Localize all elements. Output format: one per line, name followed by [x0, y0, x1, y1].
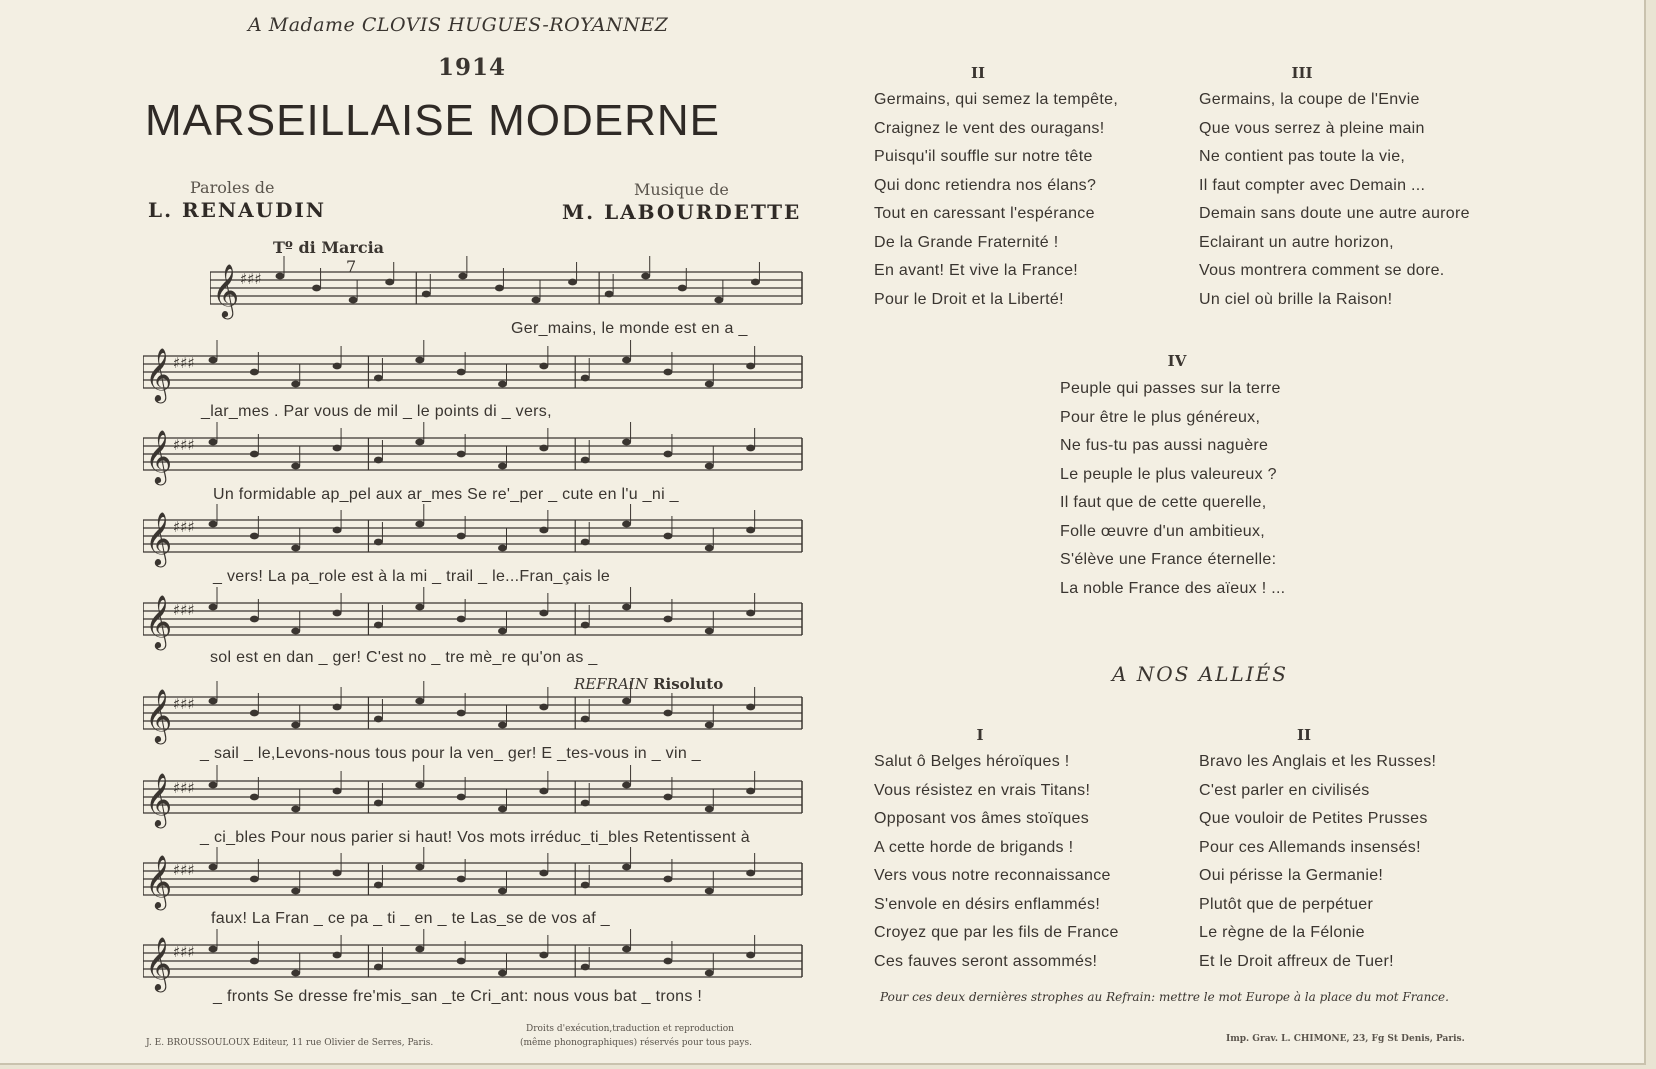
key-signature-icon: ♯♯♯ — [240, 270, 262, 288]
verse-line: Croyez que par les fils de France — [874, 924, 1119, 941]
verse-line: De la Grande Fraternité ! — [874, 233, 1059, 251]
music-staff — [143, 845, 812, 915]
music-staff — [143, 927, 812, 997]
music-staff — [143, 763, 812, 833]
note-head — [333, 445, 342, 452]
key-signature-icon: ♯♯♯ — [173, 695, 195, 713]
note-head — [457, 958, 466, 965]
note-head — [415, 864, 424, 871]
verse-line: Vous résistez en vrais Titans! — [874, 781, 1091, 799]
music-label: Musique de — [634, 180, 729, 199]
verse-line: Demain sans doute une autre aurore — [1199, 205, 1470, 222]
note-head — [374, 800, 383, 807]
note-head — [705, 381, 714, 388]
note-head — [539, 445, 548, 452]
note-head — [250, 958, 259, 965]
treble-clef-icon: 𝄞 — [145, 347, 173, 401]
rights-line: Droits d'exécution,traduction et reproduction — [526, 1024, 734, 1034]
treble-clef-icon: 𝄞 — [145, 688, 173, 742]
note-head — [539, 870, 548, 877]
note-head — [333, 788, 342, 795]
note-head — [663, 451, 672, 458]
note-head — [415, 439, 424, 446]
note-head — [415, 521, 424, 528]
note-head — [705, 545, 714, 552]
verse-line: Pour le Droit et la Liberté! — [874, 290, 1064, 308]
note-head — [457, 876, 466, 883]
note-head — [415, 357, 424, 364]
note-head — [415, 698, 424, 705]
verse-line: S'envole en désirs enflammés! — [874, 895, 1101, 913]
verse-line: Craignez le vent des ouragans! — [874, 119, 1105, 137]
lyric-line: _ ci_bles Pour nous parier si haut! Vos mots irréduc_ti_bles Retentissent à — [200, 829, 750, 846]
note-head — [705, 806, 714, 813]
note-head — [333, 870, 342, 877]
verse-numeral: III — [1291, 64, 1313, 82]
note-head — [622, 357, 631, 364]
verse-line: C'est parler en civilisés — [1199, 781, 1370, 799]
verse-line: Qui donc retiendra nos élans? — [874, 176, 1097, 194]
note-head — [498, 545, 507, 552]
note-head — [539, 788, 548, 795]
note-head — [663, 369, 672, 376]
lyric-line: sol est en dan _ ger! C'est no _ tre mè_re qu'on as _ — [210, 649, 598, 666]
verse-II — [874, 86, 1118, 314]
treble-clef-icon: 𝄞 — [145, 772, 173, 826]
publisher-imprint: J. E. BROUSSOULOUX Editeur, 11 rue Olivier de Serres, Paris. — [146, 1038, 434, 1048]
note-head — [705, 628, 714, 635]
lyric-line: _lar_mes . Par vous de mil _ le points di _ vers, — [201, 403, 552, 420]
note-head — [705, 888, 714, 895]
note-head — [422, 291, 431, 298]
note-head — [746, 952, 755, 959]
note-head — [250, 710, 259, 717]
note-head — [746, 610, 755, 617]
note-head — [498, 381, 507, 388]
lyric-line: _ vers! La pa_role est à la mi _ trail _ le...Fran_çais le — [213, 568, 611, 585]
lyric-line: Ger_mains, le monde est en a _ — [511, 320, 748, 337]
note-head — [250, 369, 259, 376]
note-head — [746, 788, 755, 795]
note-head — [532, 297, 541, 304]
note-head — [291, 806, 300, 813]
note-head — [250, 533, 259, 540]
key-signature-icon: ♯♯♯ — [173, 601, 195, 619]
note-head — [209, 782, 218, 789]
treble-clef-icon: 𝄞 — [212, 263, 240, 317]
verse-line: Opposant vos âmes stoïques — [874, 810, 1090, 827]
note-head — [568, 279, 577, 286]
note-head — [291, 381, 300, 388]
lyric-line: faux! La Fran _ ce pa _ ti _ en _ te Las_se de vos af _ — [211, 910, 610, 927]
note-head — [663, 710, 672, 717]
note-head — [457, 794, 466, 801]
note-head — [415, 946, 424, 953]
note-head — [539, 527, 548, 534]
verse-line: Vers vous notre reconnaissance — [874, 867, 1111, 884]
note-head — [622, 604, 631, 611]
verse-line: Folle œuvre d'un ambitieux, — [1060, 522, 1266, 540]
note-head — [581, 539, 590, 546]
dedication: A Madame CLOVIS HUGUES-ROYANNEZ — [248, 14, 669, 36]
music-staff — [143, 585, 812, 655]
year: 1914 — [438, 54, 507, 81]
note-head — [291, 628, 300, 635]
note-head — [291, 722, 300, 729]
verse-line: Tout en caressant l'espérance — [874, 205, 1095, 222]
refrain-label: REFRAIN — [574, 675, 648, 693]
note-head — [457, 533, 466, 540]
song-title: MARSEILLAISE MODERNE — [145, 96, 721, 145]
verse-line: Salut ô Belges héroïques ! — [874, 753, 1070, 770]
note-head — [291, 888, 300, 895]
printer-imprint: Imp. Grav. L. CHIMONE, 23, Fg St Denis, Paris. — [1226, 1034, 1465, 1044]
key-signature-icon: ♯♯♯ — [173, 354, 195, 372]
note-head — [539, 952, 548, 959]
note-head — [374, 882, 383, 889]
lyric-line: Un formidable ap_pel aux ar_mes Se re'_per _ cute en l'u _ni _ — [213, 486, 679, 503]
note-head — [374, 716, 383, 723]
note-head — [663, 616, 672, 623]
note-head — [622, 521, 631, 528]
note-head — [746, 704, 755, 711]
tempo-marking: Tº di Marcia — [273, 238, 385, 257]
note-head — [209, 521, 218, 528]
note-head — [605, 291, 614, 298]
music-staff — [143, 679, 812, 749]
verse-line: Bravo les Anglais et les Russes! — [1199, 753, 1437, 770]
note-head — [291, 970, 300, 977]
music-staff — [143, 420, 812, 490]
verse-line: Peuple qui passes sur la terre — [1060, 380, 1281, 397]
verse-line: Il faut compter avec Demain ... — [1199, 176, 1426, 194]
verse-numeral: II — [1296, 726, 1312, 744]
note-head — [622, 782, 631, 789]
key-signature-icon: ♯♯♯ — [173, 861, 195, 879]
note-head — [276, 273, 285, 280]
note-head — [581, 457, 590, 464]
verse-numeral: II — [970, 64, 986, 82]
verse-line: Ces fauves seront assommés! — [874, 952, 1098, 970]
key-signature-icon: ♯♯♯ — [173, 436, 195, 454]
verse-line: La noble France des aïeux ! ... — [1060, 579, 1286, 597]
note-head — [374, 539, 383, 546]
note-head — [498, 970, 507, 977]
note-head — [250, 616, 259, 623]
note-head — [374, 964, 383, 971]
allies-heading: A NOS ALLIÉS — [1112, 662, 1288, 686]
verse-IV — [1060, 375, 1285, 603]
music-staff — [143, 338, 812, 408]
note-head — [663, 794, 672, 801]
note-head — [498, 806, 507, 813]
note-head — [746, 363, 755, 370]
note-head — [539, 363, 548, 370]
note-head — [581, 800, 590, 807]
verse-line: Le règne de la Félonie — [1199, 924, 1365, 941]
note-head — [333, 527, 342, 534]
note-head — [498, 628, 507, 635]
note-head — [498, 722, 507, 729]
note-head — [751, 279, 760, 286]
verse-line: Vous montrera comment se dore. — [1199, 262, 1445, 279]
note-head — [746, 445, 755, 452]
note-head — [678, 285, 687, 292]
note-head — [581, 375, 590, 382]
verse-line: Et le Droit affreux de Tuer! — [1199, 952, 1394, 970]
note-head — [415, 782, 424, 789]
note-head — [663, 876, 672, 883]
note-head — [458, 273, 467, 280]
note-head — [457, 451, 466, 458]
verse-line: Ne contient pas toute la vie, — [1199, 148, 1406, 165]
note-head — [746, 870, 755, 877]
verse-line: Le peuple le plus valeureux ? — [1060, 465, 1277, 483]
lyric-line: _ fronts Se dresse fre'mis_san _te Cri_ant: nous vous bat _ trons ! — [213, 988, 703, 1005]
verse-line: Pour ces Allemands insensés! — [1199, 838, 1421, 856]
verse-line: Ne fus-tu pas aussi naguère — [1060, 437, 1269, 454]
note-head — [457, 616, 466, 623]
note-head — [457, 369, 466, 376]
verse-line: Germains, qui semez la tempête, — [874, 91, 1119, 108]
allies-verse-II — [1199, 748, 1436, 976]
refrain-tempo: Risoluto — [653, 675, 724, 693]
note-head — [312, 285, 321, 292]
verse-line: Un ciel où brille la Raison! — [1199, 290, 1393, 308]
note-head — [622, 439, 631, 446]
verse-numeral: IV — [1167, 352, 1187, 370]
note-head — [291, 463, 300, 470]
note-head — [581, 882, 590, 889]
composer-name: M. LABOURDETTE — [562, 200, 802, 224]
verse-line: Pour être le plus généreux, — [1060, 408, 1261, 426]
treble-clef-icon: 𝄞 — [145, 594, 173, 648]
note-head — [622, 864, 631, 871]
verse-numeral: I — [976, 726, 984, 744]
note-head — [457, 710, 466, 717]
treble-clef-icon: 𝄞 — [145, 511, 173, 565]
note-head — [385, 279, 394, 286]
rights-line: (même phonographiques) réservés pour tous pays. — [520, 1038, 752, 1048]
note-head — [374, 375, 383, 382]
note-head — [333, 952, 342, 959]
note-head — [209, 439, 218, 446]
note-head — [250, 876, 259, 883]
note-head — [663, 533, 672, 540]
note-head — [291, 545, 300, 552]
treble-clef-icon: 𝄞 — [145, 936, 173, 990]
verse-line: En avant! Et vive la France! — [874, 262, 1079, 279]
verse-line: Puisqu'il souffle sur notre tête — [874, 148, 1093, 165]
treble-clef-icon: 𝄞 — [145, 854, 173, 908]
verse-III — [1199, 86, 1470, 314]
note-head — [622, 698, 631, 705]
note-head — [374, 457, 383, 464]
key-signature-icon: ♯♯♯ — [173, 943, 195, 961]
note-head — [333, 363, 342, 370]
note-head — [581, 964, 590, 971]
note-head — [349, 297, 358, 304]
refrain-note: Pour ces deux dernières strophes au Refrain: mettre le mot Europe à la place du mot France. — [880, 990, 1449, 1004]
treble-clef-icon: 𝄞 — [145, 429, 173, 483]
note-head — [250, 794, 259, 801]
note-head — [622, 946, 631, 953]
music-staff — [210, 254, 812, 324]
note-head — [333, 610, 342, 617]
verse-line: Oui périsse la Germanie! — [1199, 867, 1384, 884]
note-head — [705, 463, 714, 470]
note-head — [250, 451, 259, 458]
note-head — [374, 622, 383, 629]
note-head — [663, 958, 672, 965]
note-head — [209, 698, 218, 705]
note-head — [539, 704, 548, 711]
verse-line: Que vous serrez à pleine main — [1199, 119, 1425, 137]
lyricist-name: L. RENAUDIN — [148, 198, 327, 222]
measure-rest-number: 7 — [346, 257, 357, 276]
note-head — [209, 946, 218, 953]
note-head — [705, 970, 714, 977]
note-head — [705, 722, 714, 729]
allies-verse-I — [874, 748, 1119, 976]
lyric-line: _ sail _ le,Levons-nous tous pour la ven_ ger! E _tes-vous in _ vin _ — [200, 745, 701, 762]
note-head — [714, 297, 723, 304]
note-head — [498, 888, 507, 895]
verse-line: Plutôt que de perpétuer — [1199, 895, 1374, 913]
note-head — [746, 527, 755, 534]
note-head — [495, 285, 504, 292]
verse-line: Germains, la coupe de l'Envie — [1199, 91, 1420, 108]
note-head — [498, 463, 507, 470]
note-head — [209, 604, 218, 611]
key-signature-icon: ♯♯♯ — [173, 779, 195, 797]
note-head — [209, 357, 218, 364]
note-head — [539, 610, 548, 617]
lyrics-label: Paroles de — [190, 178, 275, 197]
note-head — [641, 273, 650, 280]
note-head — [581, 716, 590, 723]
verse-line: A cette horde de brigands ! — [874, 838, 1074, 856]
note-head — [415, 604, 424, 611]
music-staff — [143, 502, 812, 572]
verse-line: Eclairant un autre horizon, — [1199, 233, 1394, 251]
verse-line: S'élève une France éternelle: — [1060, 551, 1277, 568]
note-head — [333, 704, 342, 711]
note-head — [209, 864, 218, 871]
note-head — [581, 622, 590, 629]
verse-line: Que vouloir de Petites Prusses — [1199, 810, 1428, 827]
verse-line: Il faut que de cette querelle, — [1060, 494, 1267, 511]
key-signature-icon: ♯♯♯ — [173, 518, 195, 536]
